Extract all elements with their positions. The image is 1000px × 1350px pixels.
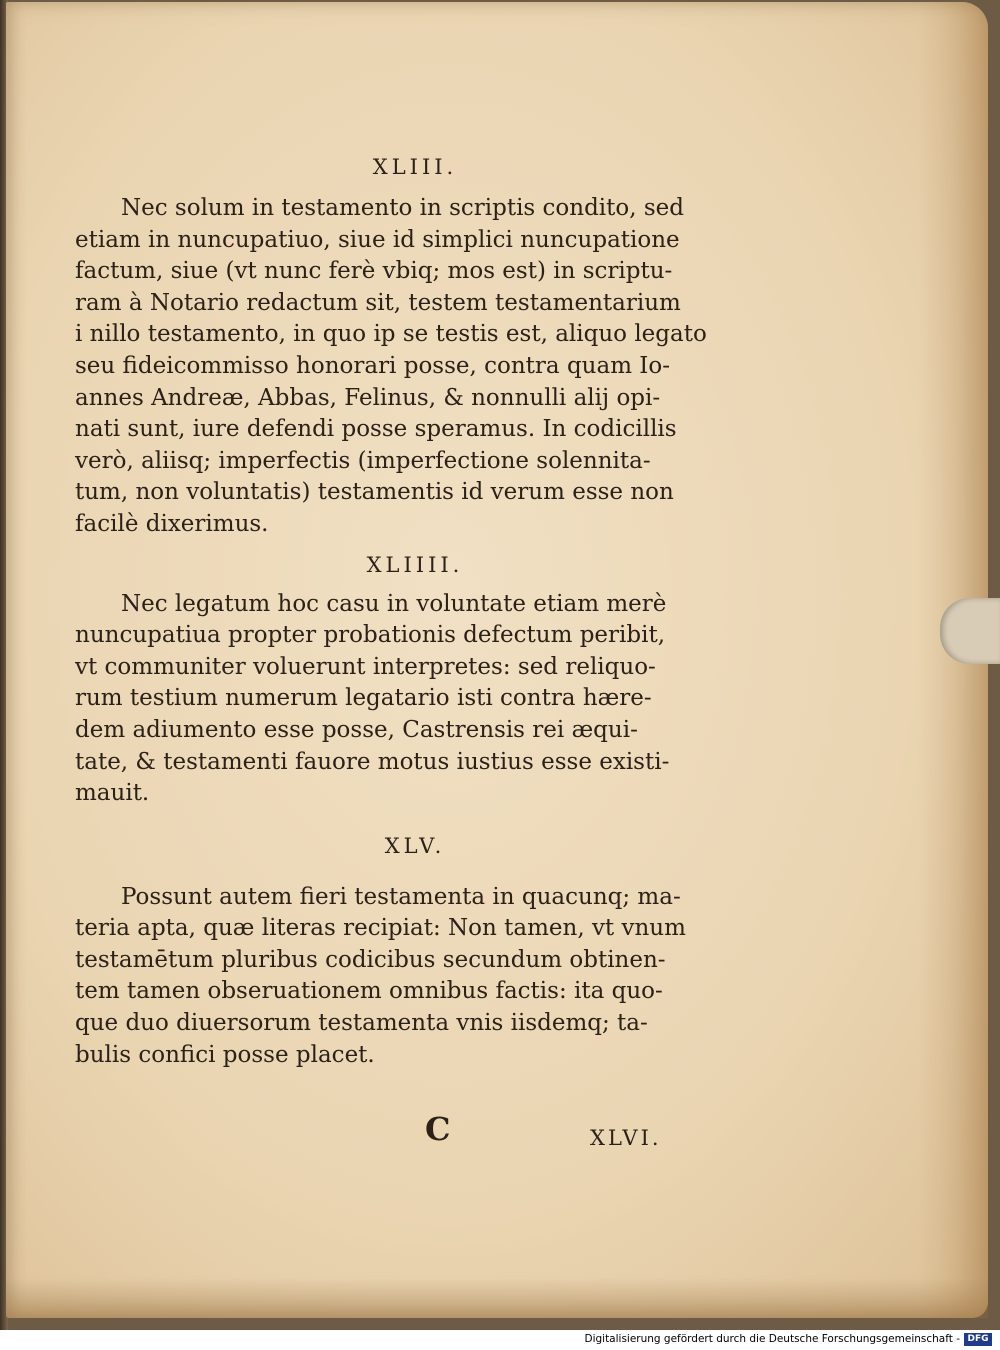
- text-line: i nillo testamento, in quo ip se testis est, aliquo legato: [75, 321, 707, 348]
- paragraph-45: [75, 882, 695, 1072]
- text-line: ram à Notario redactum sit, testem testamentarium: [75, 289, 681, 316]
- section-heading-43: XLIII.: [372, 155, 458, 179]
- text-line: Possunt autem fieri testamenta in quacunq; ma-: [121, 883, 681, 910]
- text-line: verò, aliisq; imperfectis (imperfectione solennita-: [75, 447, 651, 474]
- bottom-wear: [6, 1278, 988, 1318]
- clip-tab: [940, 598, 1000, 664]
- text-line: vt communiter voluerunt interpretes: sed reliquo-: [75, 653, 656, 680]
- dfg-logo-icon[interactable]: DFG: [964, 1333, 992, 1346]
- text-line: factum, siue (vt nunc ferè vbiq; mos est) in scriptu-: [75, 258, 673, 285]
- text-line: rum testium numerum legatario isti contra hære-: [75, 685, 652, 712]
- text-line: Nec solum in testamento in scriptis condito, sed: [121, 195, 685, 221]
- text-block: [75, 155, 707, 1071]
- text-line: tum, non voluntatis) testamentis id verum esse non: [75, 479, 674, 506]
- text-line: dem adiumento esse posse, Castrensis rei æqui-: [75, 716, 638, 743]
- text-line: que duo diuersorum testamenta vnis iisdemq; ta-: [75, 1010, 648, 1037]
- text-line: testamētum pluribus codicibus secundum obtinen-: [75, 946, 666, 973]
- section-heading-44: XLIIII.: [366, 552, 464, 577]
- text-line: tem tamen obseruationem omnibus factis: ita quo-: [75, 978, 663, 1005]
- text-line: facilè dixerimus.: [75, 510, 269, 537]
- text-line: tate, & testamenti fauore motus iustius esse existi-: [75, 748, 670, 775]
- footer-bar: [0, 1330, 1000, 1350]
- paragraph-43: [75, 193, 707, 541]
- text-line: bulis confici posse placet.: [75, 1041, 375, 1068]
- text-line: seu fideicommisso honorari posse, contra quam Io-: [75, 352, 671, 379]
- paragraph-44: [75, 589, 695, 810]
- funding-credit: Digitalisierung gefördert durch die Deutsche Forschungsgemeinschaft -: [584, 1333, 960, 1345]
- text-line: annes Andreæ, Abbas, Felinus, & nonnulli alij opi-: [75, 384, 661, 411]
- text-line: mauit.: [75, 780, 150, 807]
- catchword: XLVI.: [590, 1126, 662, 1150]
- text-line: nati sunt, iure defendi posse speramus. In codicillis: [75, 416, 677, 443]
- text-line: etiam in nuncupatiuo, siue id simplici nuncupatione: [75, 226, 680, 253]
- text-line: teria apta, quæ literas recipiat: Non tamen, vt vnum: [75, 915, 686, 942]
- text-line: nuncupatiua propter probationis defectum peribit,: [75, 622, 666, 649]
- text-line: Nec legatum hoc casu in voluntate etiam merè: [121, 590, 667, 617]
- section-heading-45: XLV.: [384, 833, 446, 858]
- signature-mark: C: [425, 1110, 451, 1148]
